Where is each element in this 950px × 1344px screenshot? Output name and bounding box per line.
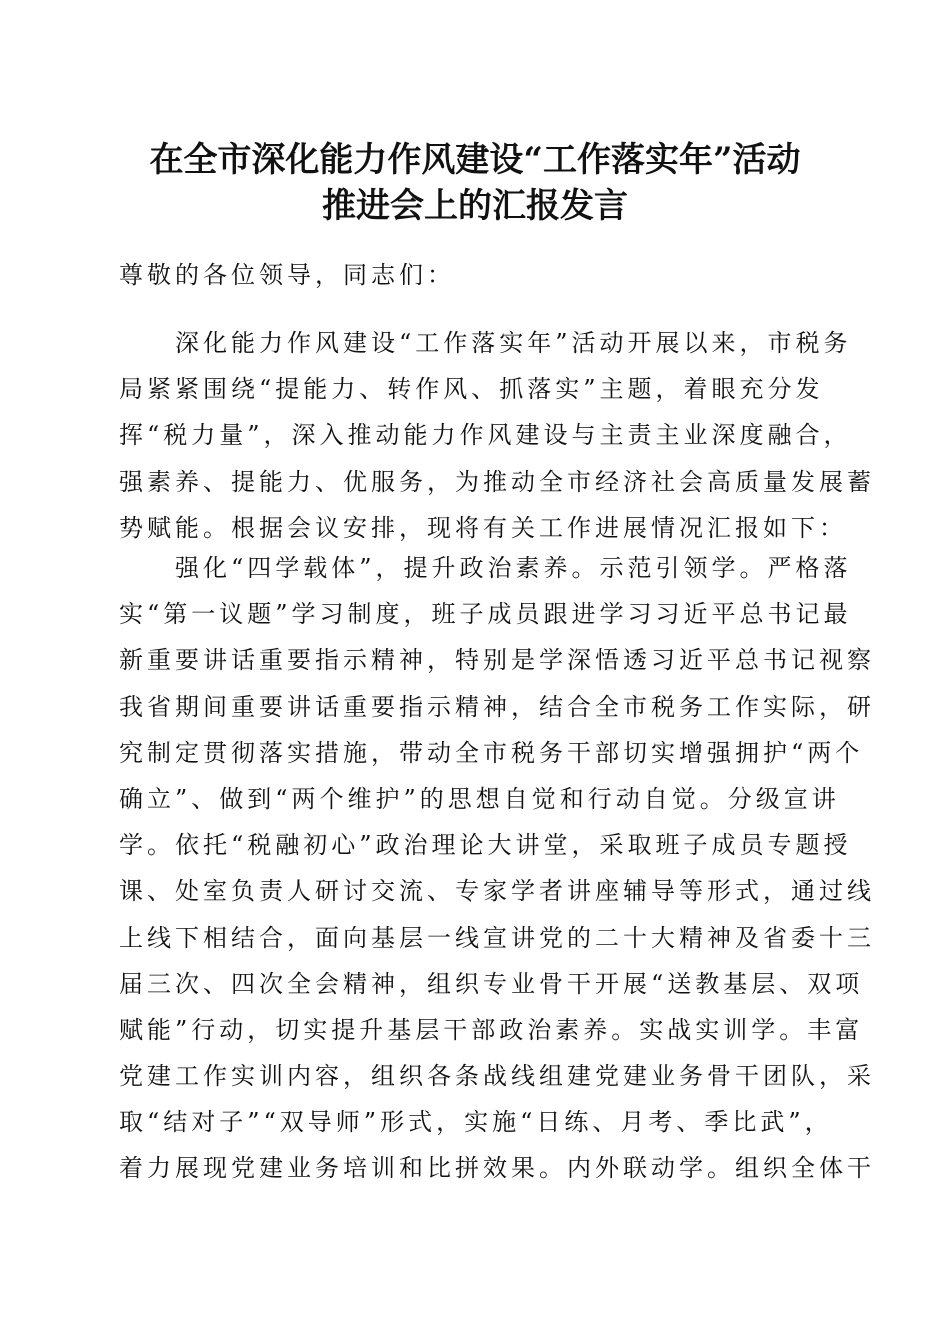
paragraph-line: 局紧紧围绕“提能力、转作风、抓落实”主题，着眼充分发 [119, 375, 824, 404]
paragraph-line: 我省期间重要讲话重要指示精神，结合全市税务工作实际，研 [119, 692, 875, 721]
document-title-line-2: 推进会上的汇报发言 [322, 186, 628, 226]
paragraph-line: 上线下相结合，面向基层一线宣讲党的二十大精神及省委十三 [119, 923, 875, 952]
salutation-text: 尊敬的各位领导，同志们： [119, 261, 455, 289]
paragraph-line: 着力展现党建业务培训和比拼效果。内外联动学。组织全体干 [119, 1154, 875, 1183]
paragraph-line: 势赋能。根据会议安排，现将有关工作进展情况汇报如下： [119, 513, 847, 542]
paragraph-line: 届三次、四次全会精神，组织专业骨干开展“送教基层、双项 [119, 969, 864, 998]
paragraph-line: 党建工作实训内容，组织各条战线组建党建业务骨干团队，采 [119, 1062, 875, 1091]
paragraph-line: 取“结对子”“双导师”形式，实施“日练、月考、季比武”， [119, 1108, 833, 1137]
paragraph-line: 赋能”行动，切实提升基层干部政治素养。实战实训学。丰富 [119, 1015, 864, 1044]
salutation [119, 252, 831, 298]
paragraph-intro [119, 320, 875, 551]
document-title-line-1: 在全市深化能力作风建设“工作落实年”活动 [149, 140, 801, 180]
paragraph-line: 强化“四学载体”，提升政治素养。示范引领学。严格落 [119, 554, 852, 582]
paragraph-line: 课、处室负责人研讨交流、专家学者讲座辅导等形式，通过线 [119, 877, 875, 906]
paragraph-line: 确立”、做到“两个维护”的思想自觉和行动自觉。分级宣讲 [119, 784, 840, 813]
paragraph-line: 强素养、提能力、优服务，为推动全市经济社会高质量发展蓄 [119, 467, 875, 496]
paragraph-line: 挥“税力量”，深入推动能力作风建设与主责主业深度融合， [119, 421, 852, 450]
paragraph-line: 深化能力作风建设“工作落实年”活动开展以来，市税务 [119, 329, 852, 357]
paragraph-political-study [119, 545, 875, 1192]
paragraph-line: 究制定贯彻落实措施，带动全市税务干部切实增强拥护“两个 [119, 738, 864, 767]
paragraph-line: 学。依托“税融初心”政治理论大讲堂，采取班子成员专题授 [119, 831, 852, 860]
paragraph-line: 新重要讲话重要指示精神，特别是学深悟透习近平总书记视察 [119, 646, 875, 675]
paragraph-line: 实“第一议题”学习制度，班子成员跟进学习习近平总书记最 [119, 600, 852, 629]
